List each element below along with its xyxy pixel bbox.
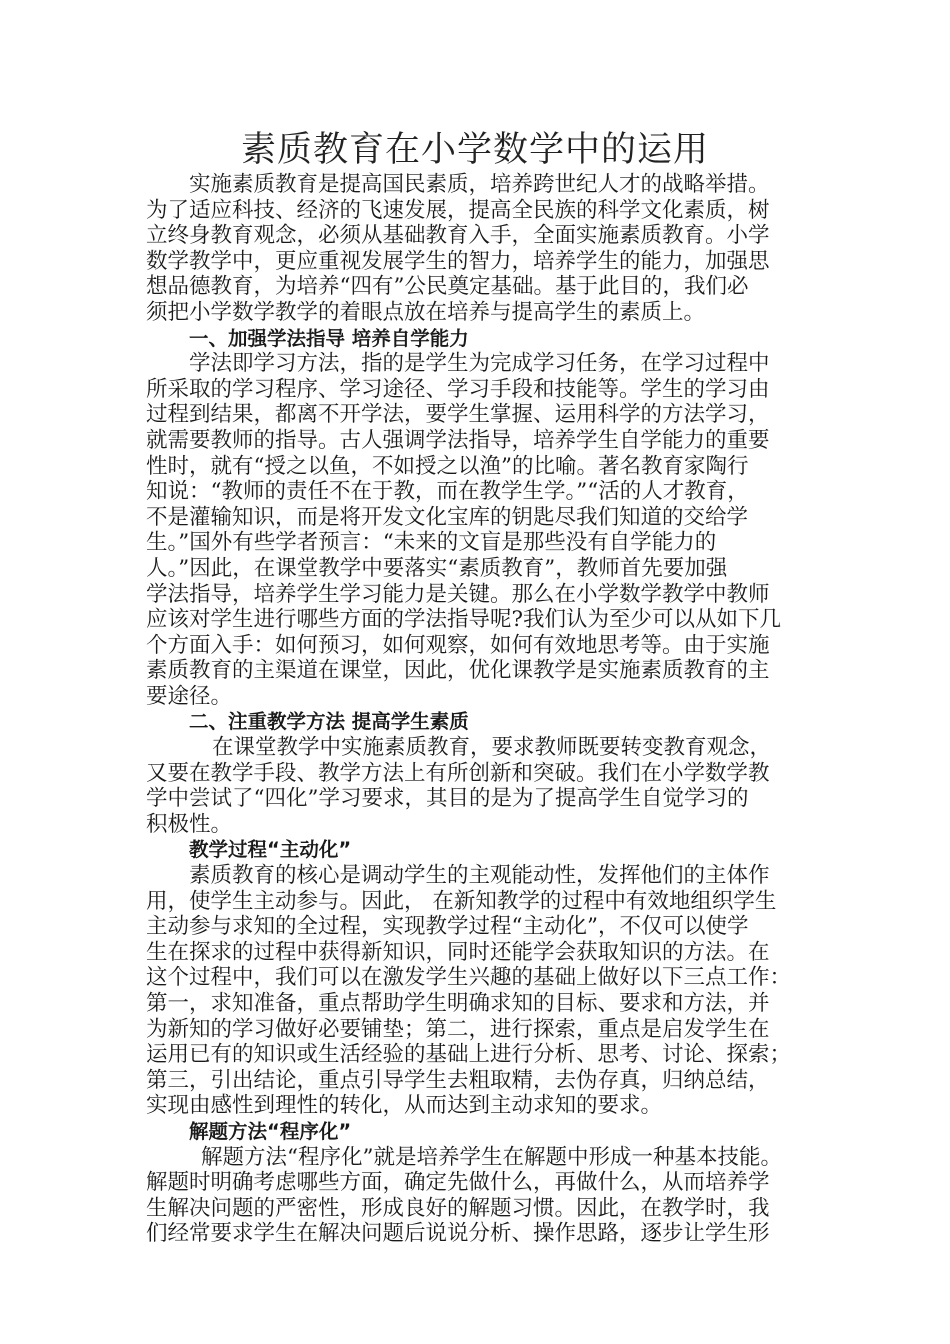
paragraph-line: 实现由感性到理性的转化，从而达到主动求知的要求。 bbox=[146, 1093, 663, 1119]
paragraph-line: 们经常要求学生在解决问题后说说分析、操作思路，逐步让学生形 bbox=[146, 1221, 770, 1247]
intro-paragraph bbox=[146, 172, 826, 326]
section-4-paragraph bbox=[146, 1145, 826, 1247]
paragraph-line: 要途径。 bbox=[146, 683, 233, 709]
section-2-paragraph bbox=[146, 735, 826, 837]
paragraph-line: 学法指导，培养学生学习能力是关键。那么在小学数学教学中教师 bbox=[146, 581, 770, 607]
paragraph-line: 解题方法“程序化”就是培养学生在解题中形成一种基本技能。 bbox=[201, 1144, 782, 1170]
document-body bbox=[146, 172, 826, 1247]
paragraph-line: 性时，就有“授之以鱼，不如授之以渔”的比喻。著名教育家陶行 bbox=[146, 453, 749, 479]
paragraph-line: 主动参与求知的全过程，实现教学过程“主动化”，不仅可以使学 bbox=[146, 914, 749, 940]
paragraph-line: 为了适应科技、经济的飞速发展，提高全民族的科学文化素质，树 bbox=[146, 197, 770, 223]
section-heading-2: 二、注重教学方法 提高学生素质 bbox=[189, 710, 469, 734]
paragraph-line: 积极性。 bbox=[146, 811, 233, 837]
paragraph-line: 运用已有的知识或生活经验的基础上进行分析、思考、讨论、探索； bbox=[146, 1042, 792, 1068]
section-heading-3: 教学过程“主动化” bbox=[189, 838, 352, 862]
paragraph-line: 学法即学习方法，指的是学生为完成学习任务，在学习过程中 bbox=[189, 351, 770, 377]
section-heading-4: 解题方法“程序化” bbox=[189, 1119, 352, 1143]
paragraph-line: 实施素质教育是提高国民素质，培养跨世纪人才的战略举措。 bbox=[189, 172, 770, 197]
section-1-paragraph bbox=[146, 351, 826, 709]
paragraph-line: 用，使学生主动参与。因此， 在新知教学的过程中有效地组织学生 bbox=[146, 888, 777, 914]
paragraph-line: 立终身教育观念，必须从基础教育入手，全面实施素质教育。小学 bbox=[146, 223, 770, 249]
page-title: 素质教育在小学数学中的运用 bbox=[240, 130, 709, 170]
paragraph-line: 生解决问题的严密性，形成良好的解题习惯。因此，在教学时，我 bbox=[146, 1195, 770, 1221]
paragraph-line: 个方面入手：如何预习，如何观察，如何有效地思考等。由于实施 bbox=[146, 632, 770, 658]
paragraph-line: 素质教育的核心是调动学生的主观能动性，发挥他们的主体作 bbox=[189, 863, 770, 889]
paragraph-line: 为新知的学习做好必要铺垫；第二，进行探索，重点是启发学生在 bbox=[146, 1016, 770, 1042]
paragraph-line: 想品德教育，为培养“四有”公民奠定基础。基于此目的，我们必 bbox=[146, 274, 749, 300]
paragraph-line: 应该对学生进行哪些方面的学法指导呢?我们认为至少可以从如下几 bbox=[146, 607, 782, 633]
paragraph-line: 第一，求知准备，重点帮助学生明确求知的目标、要求和方法，并 bbox=[146, 991, 770, 1016]
paragraph-line: 学中尝试了“四化”学习要求，其目的是为了提高学生自觉学习的 bbox=[146, 786, 749, 812]
paragraph-line: 过程到结果，都离不开学法，要学生掌握、运用科学的方法学习， bbox=[146, 402, 770, 428]
paragraph-line: 素质教育的主渠道在课堂，因此，优化课教学是实施素质教育的主 bbox=[146, 658, 770, 684]
paragraph-line: 又要在教学手段、教学方法上有所创新和突破。我们在小学数学教 bbox=[146, 760, 770, 786]
paragraph-line: 在课堂教学中实施素质教育，要求教师既要转变教育观念， bbox=[212, 735, 772, 761]
section-heading-1: 一、加强学法指导 培养自学能力 bbox=[189, 326, 469, 350]
paragraph-line: 须把小学数学教学的着眼点放在培养与提高学生的素质上。 bbox=[146, 299, 706, 325]
paragraph-line: 数学教学中，更应重视发展学生的智力，培养学生的能力，加强思 bbox=[146, 248, 770, 274]
paragraph-line: 解题时明确考虑哪些方面，确定先做什么，再做什么，从而培养学 bbox=[146, 1170, 770, 1196]
paragraph-line: 知说：“教师的责任不在于教，而在教学生学。”“活的人才教育， bbox=[146, 479, 749, 505]
paragraph-line: 生在探求的过程中获得新知识，同时还能学会获取知识的方法。在 bbox=[146, 939, 770, 965]
paragraph-line: 这个过程中，我们可以在激发学生兴趣的基础上做好以下三点工作： bbox=[146, 965, 792, 991]
paragraph-line: 第三，引出结论，重点引导学生去粗取精，去伪存真，归纳总结， bbox=[146, 1067, 770, 1093]
paragraph-line: 生。”国外有些学者预言：“未来的文盲是那些没有自学能力的 bbox=[146, 530, 717, 556]
section-3-paragraph bbox=[146, 863, 826, 1119]
paragraph-line: 人。”因此，在课堂教学中要落实“素质教育”，教师首先要加强 bbox=[146, 555, 728, 581]
paragraph-line: 不是灌输知识，而是将开发文化宝库的钥匙尽我们知道的交给学 bbox=[146, 504, 749, 530]
paragraph-line: 所采取的学习程序、学习途径、学习手段和技能等。学生的学习由 bbox=[146, 376, 770, 402]
paragraph-line: 就需要教师的指导。古人强调学法指导，培养学生自学能力的重要 bbox=[146, 427, 770, 453]
